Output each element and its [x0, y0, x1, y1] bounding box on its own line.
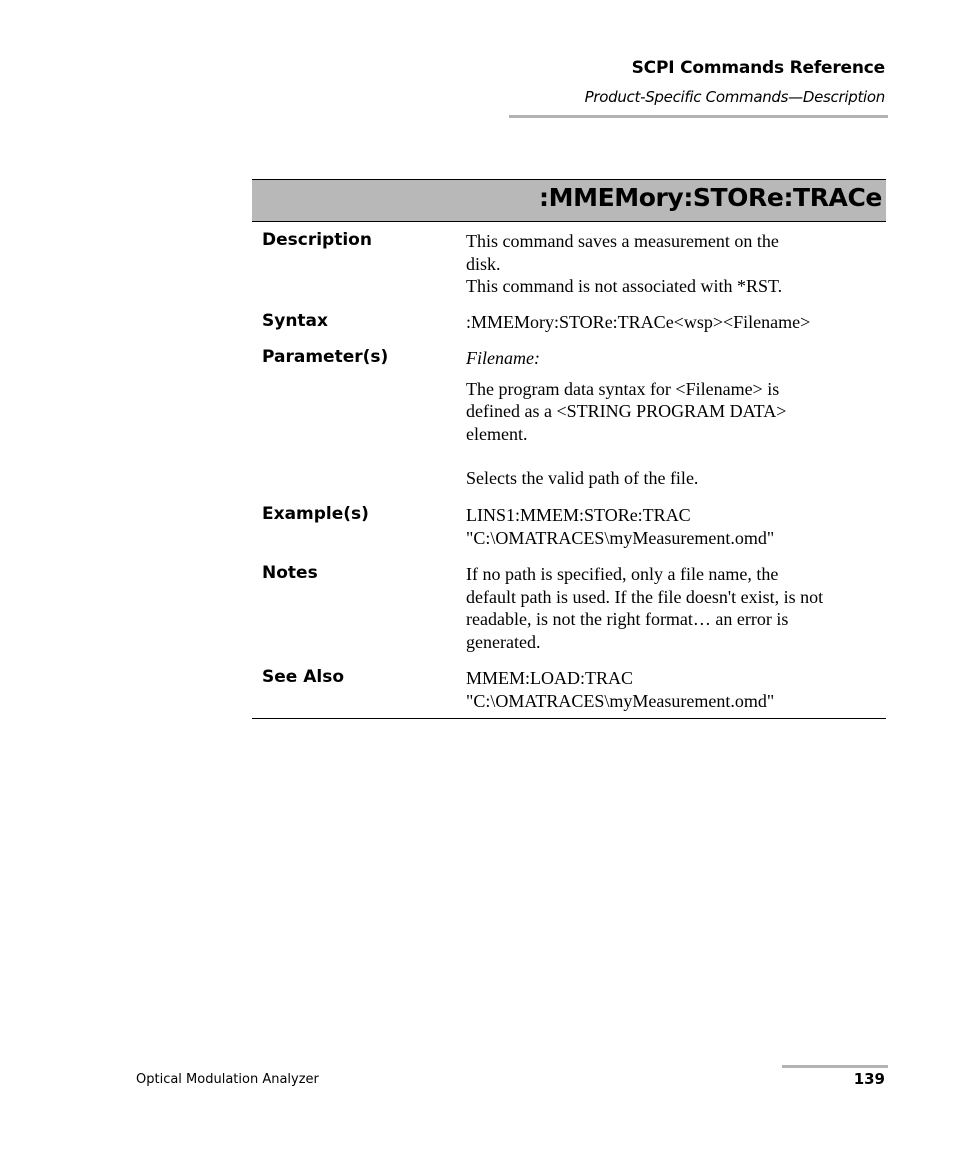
- parameter-line: defined as a <STRING PROGRAM DATA>: [466, 401, 787, 421]
- parameter-name: Filename:: [466, 348, 540, 368]
- syntax-content: [466, 311, 886, 334]
- command-title: :MMEMory:STORe:TRACe: [539, 183, 882, 212]
- see-also-line: "C:\OMATRACES\myMeasurement.omd": [466, 690, 775, 711]
- notes-line: default path is used. If the file doesn't exist, is not: [466, 586, 824, 607]
- description-line: This command saves a measurement on the: [466, 231, 779, 251]
- syntax-text: :MMEMory:STORe:TRACe<wsp><Filename>: [466, 312, 811, 332]
- description-line: This command is not associated with *RST.: [466, 276, 783, 296]
- see-also-label: See Also: [262, 667, 345, 687]
- example-line: LINS1:MMEM:STORe:TRAC: [466, 505, 691, 525]
- notes-line: generated.: [466, 631, 541, 652]
- parameters-label: Parameter(s): [262, 347, 389, 367]
- footer-divider: [782, 1065, 888, 1068]
- examples-content: [466, 504, 886, 549]
- parameter-line: element.: [466, 423, 528, 444]
- description-line: disk.: [466, 253, 501, 274]
- header-subtitle: Product-Specific Commands—Description: [584, 88, 885, 106]
- example-line: "C:\OMATRACES\myMeasurement.omd": [466, 527, 775, 548]
- notes-content: [466, 563, 886, 653]
- see-also-line: MMEM:LOAD:TRAC: [466, 668, 634, 688]
- footer-product: Optical Modulation Analyzer: [136, 1072, 319, 1087]
- header-title: SCPI Commands Reference: [631, 58, 885, 78]
- notes-label: Notes: [262, 563, 318, 583]
- notes-line: readable, is not the right format… an error is: [466, 609, 789, 629]
- parameters-content: [466, 347, 886, 490]
- syntax-label: Syntax: [262, 311, 328, 331]
- parameter-line: The program data syntax for <Filename> is: [466, 378, 780, 399]
- description-label: Description: [262, 230, 372, 250]
- description-content: [466, 230, 886, 298]
- page-number: 139: [853, 1070, 885, 1088]
- notes-line: If no path is specified, only a file name, the: [466, 564, 779, 584]
- see-also-content: [466, 667, 886, 712]
- table-bottom-rule: [252, 718, 886, 719]
- examples-label: Example(s): [262, 504, 369, 524]
- header-divider: [509, 115, 888, 118]
- parameter-extra: Selects the valid path of the file.: [466, 468, 699, 488]
- command-banner: [252, 179, 886, 222]
